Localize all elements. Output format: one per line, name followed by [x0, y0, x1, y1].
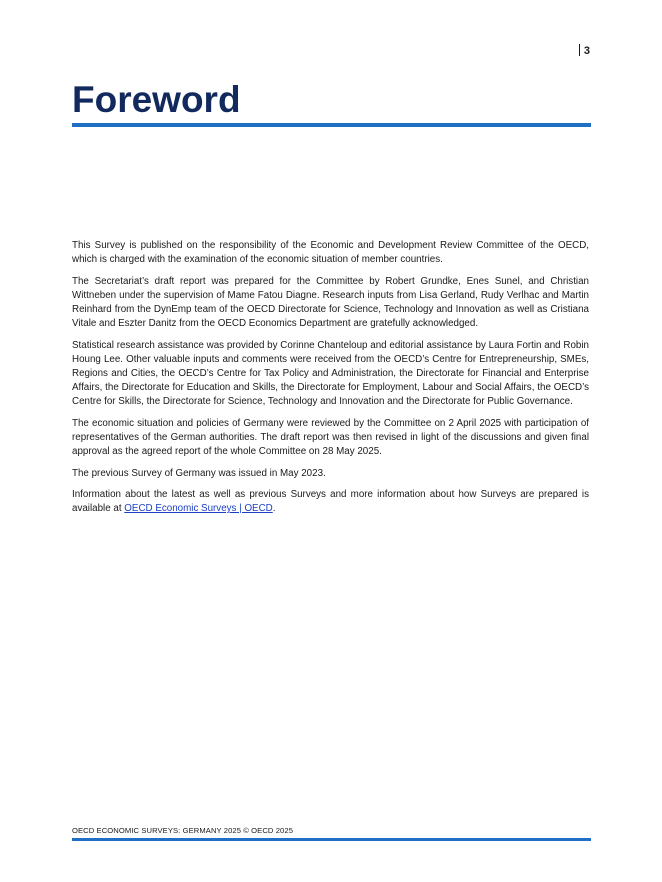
paragraph-authors: The Secretariat’s draft report was prepared for the Committee by Robert Grundke, Enes Sunel, and Christian Wittneben under the supervision of Mame Fatou Diagne. Research inputs from Lisa Gerland, Rudy Verlhac and Martin Reinhard from the DynEmp team of the OECD Directorate for Science, Technology and Innovation as well as Cristiana Vitale and Eszter Danitz from the OECD Economics Department are gratefully acknowledged.	[72, 275, 589, 330]
page-number-divider	[579, 44, 580, 56]
oecd-economic-surveys-link[interactable]: OECD Economic Surveys | OECD	[124, 503, 273, 515]
footer-rule	[72, 838, 591, 841]
foreword-body	[72, 239, 589, 524]
information-text: Information about the latest as well as previous Surveys and more information about how Surveys are prepared is available at	[72, 488, 589, 515]
paragraph-information	[72, 488, 589, 516]
page-title: Foreword	[72, 79, 241, 120]
footer-text: OECD ECONOMIC SURVEYS: GERMANY 2025 © OECD 2025	[72, 826, 294, 835]
page-number	[579, 44, 590, 57]
paragraph-responsibility: This Survey is published on the responsibility of the Economic and Development Review Committee of the OECD, which is charged with the examination of the economic situation of member countries.	[72, 240, 589, 266]
title-underline	[72, 123, 591, 127]
page-number-value: 3	[583, 45, 590, 57]
paragraph-previous-survey: The previous Survey of Germany was issued in May 2023.	[72, 467, 326, 479]
paragraph-assistance: Statistical research assistance was provided by Corinne Chanteloup and editorial assistance by Laura Fortin and Robin Houng Lee. Other valuable inputs and comments were received from the OECD’s Centre for Entrepreneurship, SMEs, Regions and Cities, the OECD’s Centre for Tax Policy and Administration, the Directorate for Financial and Enterprise Affairs, the Directorate for Education and Skills, the Directorate for Employment, Labour and Social Affairs, the OECD’s Centre for Skills, the Directorate for Science, Technology and Innovation and the Directorate for Public Governance.	[72, 339, 589, 408]
paragraph-review: The economic situation and policies of Germany were reviewed by the Committee on 2 April 2025 with participation of representatives of the German authorities. The draft report was then revised in light of the discussions and given final approval as the agreed report of the whole Committee on 28 May 2025.	[72, 417, 589, 458]
information-text-end: .	[272, 503, 276, 515]
